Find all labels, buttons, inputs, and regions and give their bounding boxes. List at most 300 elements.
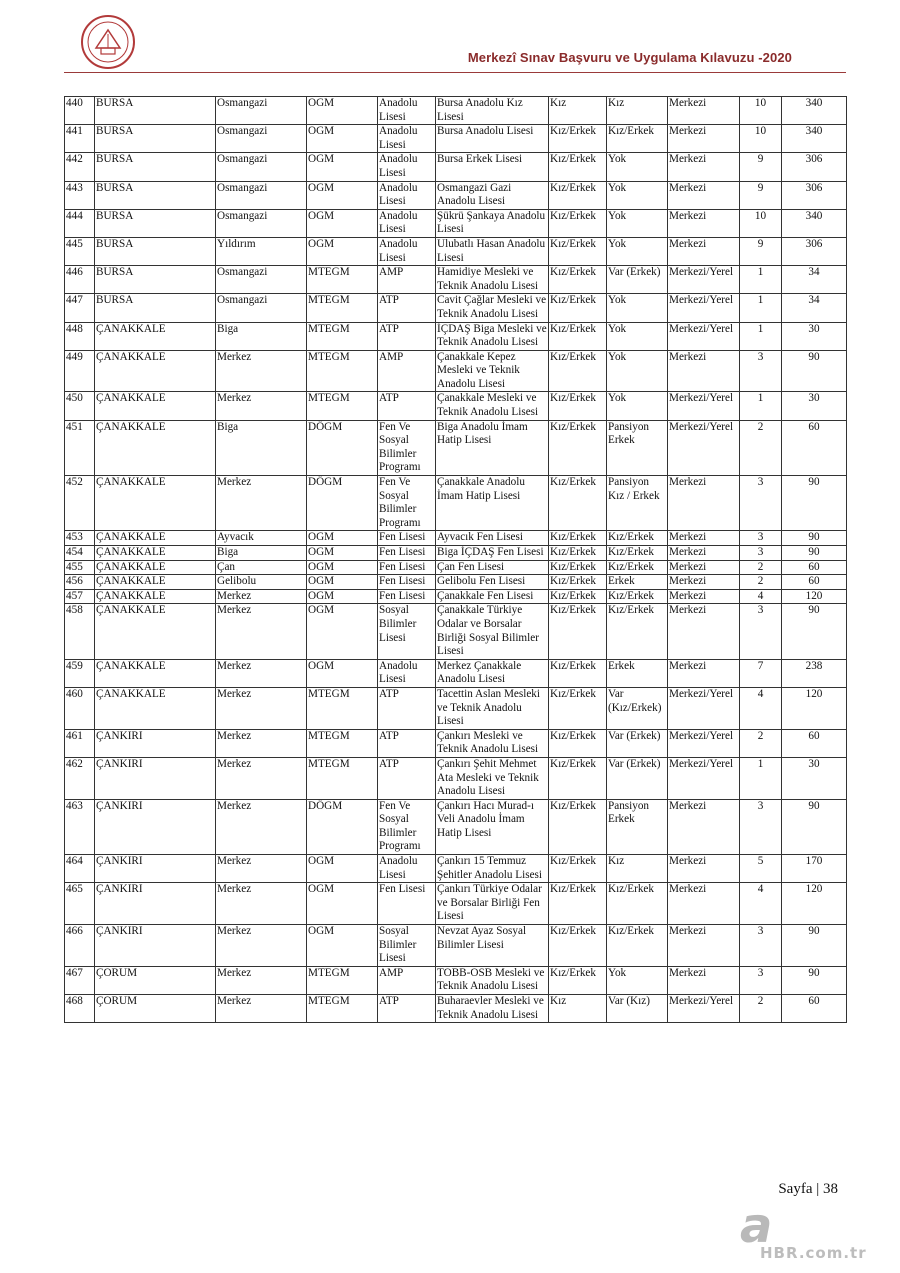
cell-ilce: Biga [216, 322, 307, 350]
cell-ogrenci: Kız/Erkek [549, 531, 607, 546]
cell-okul-adi: TOBB-OSB Mesleki ve Teknik Anadolu Lisesi [436, 966, 549, 994]
cell-ilce: Merkez [216, 799, 307, 854]
cell-sube: 9 [740, 237, 782, 265]
cell-tur: Anadolu Lisesi [378, 97, 436, 125]
cell-kontenjan: 60 [782, 560, 847, 575]
cell-okul-adi: Çankırı Hacı Murad-ı Veli Anadolu İmam Hatip Lisesi [436, 799, 549, 854]
cell-pansiyon: Yok [607, 966, 668, 994]
cell-pansiyon: Var (Erkek) [607, 757, 668, 799]
cell-kontenjan-turu: Merkezi/Yerel [668, 757, 740, 799]
table-row [65, 560, 847, 575]
cell-kontenjan: 60 [782, 420, 847, 475]
cell-ilce: Osmangazi [216, 153, 307, 181]
cell-il: ÇANKIRI [95, 757, 216, 799]
cell-okul-adi: Çankırı Türkiye Odalar ve Borsalar Birliği Fen Lisesi [436, 883, 549, 925]
cell-pansiyon: Yok [607, 153, 668, 181]
cell-ilce: Merkez [216, 729, 307, 757]
cell-okul-adi: Buharaevler Mesleki ve Teknik Anadolu Lisesi [436, 995, 549, 1023]
cell-kontenjan-turu: Merkezi [668, 546, 740, 561]
cell-il: BURSA [95, 294, 216, 322]
schools-table-body [65, 97, 847, 1023]
cell-kontenjan-turu: Merkezi/Yerel [668, 266, 740, 294]
cell-kontenjan-turu: Merkezi/Yerel [668, 995, 740, 1023]
cell-sube: 1 [740, 294, 782, 322]
cell-sube: 7 [740, 659, 782, 687]
cell-okul-adi: Osmangazi Gazi Anadolu Lisesi [436, 181, 549, 209]
cell-kontenjan: 120 [782, 589, 847, 604]
cell-kontenjan-turu: Merkezi [668, 659, 740, 687]
cell-kontenjan-turu: Merkezi [668, 966, 740, 994]
cell-il: BURSA [95, 153, 216, 181]
page-number: Sayfa | 38 [778, 1181, 838, 1197]
cell-sube: 3 [740, 604, 782, 659]
cell-tur: Fen Lisesi [378, 531, 436, 546]
cell-no: 454 [65, 546, 95, 561]
table-row [65, 153, 847, 181]
cell-ogrenci: Kız/Erkek [549, 604, 607, 659]
cell-kontenjan-turu: Merkezi [668, 589, 740, 604]
cell-no: 461 [65, 729, 95, 757]
cell-okul-adi: Çankırı Mesleki ve Teknik Anadolu Lisesi [436, 729, 549, 757]
cell-il: BURSA [95, 237, 216, 265]
cell-birim: OGM [307, 209, 378, 237]
cell-pansiyon: Pansiyon Erkek [607, 420, 668, 475]
cell-kontenjan: 340 [782, 209, 847, 237]
cell-tur: Anadolu Lisesi [378, 125, 436, 153]
cell-birim: MTEGM [307, 322, 378, 350]
cell-kontenjan: 90 [782, 925, 847, 967]
table-row [65, 757, 847, 799]
cell-tur: Anadolu Lisesi [378, 659, 436, 687]
cell-ogrenci: Kız/Erkek [549, 322, 607, 350]
cell-il: ÇANAKKALE [95, 687, 216, 729]
cell-pansiyon: Yok [607, 392, 668, 420]
cell-ilce: Osmangazi [216, 294, 307, 322]
cell-birim: OGM [307, 546, 378, 561]
cell-ogrenci: Kız/Erkek [549, 181, 607, 209]
cell-tur: ATP [378, 995, 436, 1023]
cell-birim: OGM [307, 153, 378, 181]
cell-kontenjan-turu: Merkezi [668, 799, 740, 854]
table-row [65, 729, 847, 757]
cell-okul-adi: Hamidiye Mesleki ve Teknik Anadolu Lisesi [436, 266, 549, 294]
cell-pansiyon: Kız/Erkek [607, 883, 668, 925]
cell-tur: Sosyal Bilimler Lisesi [378, 604, 436, 659]
cell-okul-adi: Çanakkale Fen Lisesi [436, 589, 549, 604]
cell-no: 453 [65, 531, 95, 546]
cell-ilce: Osmangazi [216, 266, 307, 294]
cell-pansiyon: Kız/Erkek [607, 589, 668, 604]
cell-kontenjan-turu: Merkezi [668, 237, 740, 265]
cell-tur: AMP [378, 350, 436, 392]
cell-okul-adi: Çankırı 15 Temmuz Şehitler Anadolu Lisesi [436, 855, 549, 883]
cell-no: 456 [65, 575, 95, 590]
cell-pansiyon: Yok [607, 209, 668, 237]
cell-ilce: Yıldırım [216, 237, 307, 265]
cell-kontenjan: 120 [782, 883, 847, 925]
cell-no: 442 [65, 153, 95, 181]
cell-sube: 3 [740, 925, 782, 967]
watermark-text: HBR.com.tr [760, 1244, 867, 1262]
cell-tur: ATP [378, 294, 436, 322]
cell-birim: OGM [307, 125, 378, 153]
cell-birim: MTEGM [307, 966, 378, 994]
cell-kontenjan-turu: Merkezi [668, 153, 740, 181]
cell-tur: Fen Lisesi [378, 575, 436, 590]
cell-pansiyon: Kız [607, 97, 668, 125]
cell-kontenjan-turu: Merkezi [668, 181, 740, 209]
document-header-title: Merkezî Sınav Başvuru ve Uygulama Kılavuzu -2020 [467, 50, 792, 65]
cell-ogrenci: Kız/Erkek [549, 855, 607, 883]
cell-il: BURSA [95, 125, 216, 153]
cell-il: ÇANKIRI [95, 729, 216, 757]
cell-birim: MTEGM [307, 294, 378, 322]
cell-pansiyon: Kız/Erkek [607, 604, 668, 659]
cell-birim: OGM [307, 531, 378, 546]
cell-sube: 1 [740, 322, 782, 350]
cell-no: 467 [65, 966, 95, 994]
cell-ogrenci: Kız [549, 995, 607, 1023]
cell-pansiyon: Kız/Erkek [607, 531, 668, 546]
cell-birim: OGM [307, 855, 378, 883]
cell-kontenjan: 34 [782, 294, 847, 322]
cell-kontenjan: 90 [782, 546, 847, 561]
cell-no: 455 [65, 560, 95, 575]
cell-ogrenci: Kız/Erkek [549, 153, 607, 181]
cell-no: 449 [65, 350, 95, 392]
cell-birim: DÖGM [307, 420, 378, 475]
cell-ilce: Merkez [216, 604, 307, 659]
cell-birim: OGM [307, 883, 378, 925]
cell-okul-adi: Çan Fen Lisesi [436, 560, 549, 575]
table-row [65, 575, 847, 590]
cell-ogrenci: Kız/Erkek [549, 729, 607, 757]
cell-pansiyon: Yok [607, 350, 668, 392]
cell-birim: DÖGM [307, 799, 378, 854]
cell-kontenjan-turu: Merkezi [668, 97, 740, 125]
cell-sube: 10 [740, 125, 782, 153]
cell-ogrenci: Kız/Erkek [549, 125, 607, 153]
cell-kontenjan-turu: Merkezi [668, 560, 740, 575]
cell-il: ÇANKIRI [95, 883, 216, 925]
cell-ilce: Merkez [216, 966, 307, 994]
cell-ilce: Osmangazi [216, 181, 307, 209]
cell-birim: MTEGM [307, 729, 378, 757]
cell-sube: 9 [740, 153, 782, 181]
cell-sube: 2 [740, 560, 782, 575]
cell-kontenjan-turu: Merkezi [668, 531, 740, 546]
cell-sube: 10 [740, 97, 782, 125]
cell-pansiyon: Kız [607, 855, 668, 883]
cell-kontenjan-turu: Merkezi [668, 350, 740, 392]
cell-okul-adi: Ayvacık Fen Lisesi [436, 531, 549, 546]
cell-ilce: Ayvacık [216, 531, 307, 546]
cell-sube: 3 [740, 966, 782, 994]
cell-ilce: Merkez [216, 925, 307, 967]
cell-okul-adi: Bursa Erkek Lisesi [436, 153, 549, 181]
cell-ilce: Merkez [216, 589, 307, 604]
cell-kontenjan: 90 [782, 966, 847, 994]
cell-birim: MTEGM [307, 757, 378, 799]
cell-sube: 3 [740, 350, 782, 392]
cell-okul-adi: Ulubatlı Hasan Anadolu Lisesi [436, 237, 549, 265]
cell-okul-adi: Cavit Çağlar Mesleki ve Teknik Anadolu Lisesi [436, 294, 549, 322]
cell-ilce: Osmangazi [216, 125, 307, 153]
cell-okul-adi: Çankırı Şehit Mehmet Ata Mesleki ve Teknik Anadolu Lisesi [436, 757, 549, 799]
table-row [65, 546, 847, 561]
cell-kontenjan-turu: Merkezi [668, 604, 740, 659]
cell-pansiyon: Erkek [607, 575, 668, 590]
cell-ilce: Biga [216, 420, 307, 475]
cell-birim: OGM [307, 604, 378, 659]
cell-kontenjan-turu: Merkezi/Yerel [668, 420, 740, 475]
cell-sube: 3 [740, 546, 782, 561]
cell-kontenjan: 170 [782, 855, 847, 883]
cell-pansiyon: Yok [607, 322, 668, 350]
cell-birim: OGM [307, 925, 378, 967]
cell-okul-adi: Bursa Anadolu Kız Lisesi [436, 97, 549, 125]
cell-ilce: Merkez [216, 350, 307, 392]
cell-tur: ATP [378, 392, 436, 420]
cell-kontenjan: 120 [782, 687, 847, 729]
cell-pansiyon: Var (Kız/Erkek) [607, 687, 668, 729]
table-row [65, 687, 847, 729]
cell-tur: Fen Ve Sosyal Bilimler Programı [378, 799, 436, 854]
cell-ogrenci: Kız/Erkek [549, 575, 607, 590]
cell-tur: Anadolu Lisesi [378, 855, 436, 883]
cell-kontenjan-turu: Merkezi/Yerel [668, 322, 740, 350]
cell-il: ÇANKIRI [95, 855, 216, 883]
cell-ilce: Merkez [216, 687, 307, 729]
cell-sube: 2 [740, 575, 782, 590]
cell-birim: OGM [307, 575, 378, 590]
cell-okul-adi: Tacettin Aslan Mesleki ve Teknik Anadolu Lisesi [436, 687, 549, 729]
cell-ilce: Merkez [216, 392, 307, 420]
cell-no: 466 [65, 925, 95, 967]
cell-ilce: Çan [216, 560, 307, 575]
cell-ogrenci: Kız/Erkek [549, 476, 607, 531]
cell-kontenjan: 90 [782, 799, 847, 854]
cell-il: ÇANAKKALE [95, 546, 216, 561]
cell-no: 440 [65, 97, 95, 125]
cell-tur: Fen Lisesi [378, 560, 436, 575]
cell-kontenjan: 60 [782, 575, 847, 590]
cell-il: ÇANKIRI [95, 799, 216, 854]
cell-tur: Sosyal Bilimler Lisesi [378, 925, 436, 967]
cell-okul-adi: Çanakkale Kepez Mesleki ve Teknik Anadolu Lisesi [436, 350, 549, 392]
cell-il: ÇANAKKALE [95, 322, 216, 350]
cell-ilce: Merkez [216, 659, 307, 687]
cell-kontenjan-turu: Merkezi [668, 575, 740, 590]
cell-okul-adi: Çanakkale Mesleki ve Teknik Anadolu Lisesi [436, 392, 549, 420]
cell-sube: 2 [740, 729, 782, 757]
cell-sube: 5 [740, 855, 782, 883]
cell-okul-adi: Biga İÇDAŞ Fen Lisesi [436, 546, 549, 561]
cell-il: BURSA [95, 97, 216, 125]
cell-kontenjan: 60 [782, 995, 847, 1023]
cell-ogrenci: Kız/Erkek [549, 560, 607, 575]
cell-kontenjan: 60 [782, 729, 847, 757]
cell-tur: ATP [378, 757, 436, 799]
cell-ogrenci: Kız/Erkek [549, 420, 607, 475]
cell-birim: MTEGM [307, 392, 378, 420]
cell-sube: 2 [740, 995, 782, 1023]
cell-birim: OGM [307, 589, 378, 604]
cell-il: ÇANAKKALE [95, 476, 216, 531]
cell-no: 445 [65, 237, 95, 265]
table-row [65, 322, 847, 350]
cell-kontenjan: 90 [782, 604, 847, 659]
cell-okul-adi: Nevzat Ayaz Sosyal Bilimler Lisesi [436, 925, 549, 967]
cell-kontenjan-turu: Merkezi [668, 476, 740, 531]
cell-birim: OGM [307, 181, 378, 209]
table-row [65, 125, 847, 153]
cell-ogrenci: Kız/Erkek [549, 237, 607, 265]
cell-kontenjan: 90 [782, 350, 847, 392]
table-row [65, 266, 847, 294]
cell-tur: Anadolu Lisesi [378, 153, 436, 181]
cell-birim: OGM [307, 237, 378, 265]
cell-pansiyon: Var (Kız) [607, 995, 668, 1023]
cell-il: ÇANAKKALE [95, 589, 216, 604]
cell-ogrenci: Kız/Erkek [549, 350, 607, 392]
cell-kontenjan-turu: Merkezi/Yerel [668, 687, 740, 729]
cell-il: ÇANAKKALE [95, 659, 216, 687]
cell-ilce: Merkez [216, 757, 307, 799]
cell-okul-adi: Şükrü Şankaya Anadolu Lisesi [436, 209, 549, 237]
cell-ilce: Osmangazi [216, 97, 307, 125]
cell-no: 450 [65, 392, 95, 420]
cell-kontenjan-turu: Merkezi/Yerel [668, 392, 740, 420]
cell-sube: 4 [740, 589, 782, 604]
cell-ogrenci: Kız [549, 97, 607, 125]
table-row [65, 855, 847, 883]
cell-no: 443 [65, 181, 95, 209]
cell-kontenjan-turu: Merkezi [668, 125, 740, 153]
cell-kontenjan: 30 [782, 322, 847, 350]
cell-no: 452 [65, 476, 95, 531]
schools-table-container [64, 96, 846, 1023]
table-row [65, 659, 847, 687]
cell-kontenjan: 340 [782, 97, 847, 125]
table-row [65, 966, 847, 994]
cell-birim: OGM [307, 659, 378, 687]
cell-pansiyon: Kız/Erkek [607, 125, 668, 153]
cell-kontenjan: 30 [782, 757, 847, 799]
cell-kontenjan: 306 [782, 181, 847, 209]
cell-kontenjan: 34 [782, 266, 847, 294]
cell-ogrenci: Kız/Erkek [549, 757, 607, 799]
cell-no: 441 [65, 125, 95, 153]
cell-kontenjan-turu: Merkezi [668, 855, 740, 883]
cell-pansiyon: Pansiyon Erkek [607, 799, 668, 854]
cell-birim: MTEGM [307, 995, 378, 1023]
cell-birim: MTEGM [307, 687, 378, 729]
cell-pansiyon: Erkek [607, 659, 668, 687]
cell-tur: Fen Lisesi [378, 883, 436, 925]
cell-pansiyon: Yok [607, 237, 668, 265]
cell-tur: Anadolu Lisesi [378, 209, 436, 237]
cell-birim: OGM [307, 97, 378, 125]
table-row [65, 531, 847, 546]
cell-sube: 1 [740, 757, 782, 799]
cell-tur: Fen Lisesi [378, 546, 436, 561]
cell-okul-adi: İÇDAŞ Biga Mesleki ve Teknik Anadolu Lisesi [436, 322, 549, 350]
cell-ogrenci: Kız/Erkek [549, 966, 607, 994]
cell-kontenjan-turu: Merkezi/Yerel [668, 729, 740, 757]
table-row [65, 181, 847, 209]
cell-okul-adi: Çanakkale Anadolu İmam Hatip Lisesi [436, 476, 549, 531]
cell-sube: 9 [740, 181, 782, 209]
table-row [65, 883, 847, 925]
cell-no: 446 [65, 266, 95, 294]
cell-birim: DÖGM [307, 476, 378, 531]
cell-ogrenci: Kız/Erkek [549, 883, 607, 925]
cell-birim: MTEGM [307, 350, 378, 392]
cell-ogrenci: Kız/Erkek [549, 687, 607, 729]
schools-table [64, 96, 847, 1023]
cell-tur: Fen Ve Sosyal Bilimler Programı [378, 476, 436, 531]
cell-tur: Fen Lisesi [378, 589, 436, 604]
cell-tur: ATP [378, 729, 436, 757]
cell-kontenjan: 306 [782, 153, 847, 181]
cell-il: ÇANAKKALE [95, 350, 216, 392]
cell-ogrenci: Kız/Erkek [549, 546, 607, 561]
table-row [65, 392, 847, 420]
table-row [65, 925, 847, 967]
cell-kontenjan: 306 [782, 237, 847, 265]
cell-okul-adi: Bursa Anadolu Lisesi [436, 125, 549, 153]
table-row [65, 604, 847, 659]
cell-ilce: Biga [216, 546, 307, 561]
cell-ilce: Merkez [216, 476, 307, 531]
cell-pansiyon: Pansiyon Kız / Erkek [607, 476, 668, 531]
cell-no: 460 [65, 687, 95, 729]
cell-tur: Anadolu Lisesi [378, 181, 436, 209]
cell-il: ÇANAKKALE [95, 531, 216, 546]
cell-okul-adi: Çanakkale Türkiye Odalar ve Borsalar Birliği Sosyal Bilimler Lisesi [436, 604, 549, 659]
cell-il: ÇANKIRI [95, 925, 216, 967]
cell-sube: 4 [740, 883, 782, 925]
table-row [65, 420, 847, 475]
cell-pansiyon: Var (Erkek) [607, 729, 668, 757]
table-row [65, 294, 847, 322]
cell-il: ÇANAKKALE [95, 420, 216, 475]
cell-sube: 4 [740, 687, 782, 729]
ministry-seal-logo [80, 14, 136, 70]
cell-kontenjan: 90 [782, 476, 847, 531]
cell-pansiyon: Kız/Erkek [607, 925, 668, 967]
cell-ogrenci: Kız/Erkek [549, 659, 607, 687]
cell-pansiyon: Yok [607, 294, 668, 322]
table-row [65, 476, 847, 531]
cell-birim: OGM [307, 560, 378, 575]
table-row [65, 237, 847, 265]
cell-ilce: Merkez [216, 995, 307, 1023]
cell-no: 465 [65, 883, 95, 925]
cell-no: 464 [65, 855, 95, 883]
cell-il: ÇORUM [95, 995, 216, 1023]
cell-kontenjan: 238 [782, 659, 847, 687]
cell-il: ÇANAKKALE [95, 604, 216, 659]
cell-sube: 3 [740, 476, 782, 531]
cell-ogrenci: Kız/Erkek [549, 799, 607, 854]
cell-il: ÇANAKKALE [95, 392, 216, 420]
cell-tur: ATP [378, 322, 436, 350]
cell-ogrenci: Kız/Erkek [549, 266, 607, 294]
cell-ilce: Merkez [216, 883, 307, 925]
cell-kontenjan: 30 [782, 392, 847, 420]
